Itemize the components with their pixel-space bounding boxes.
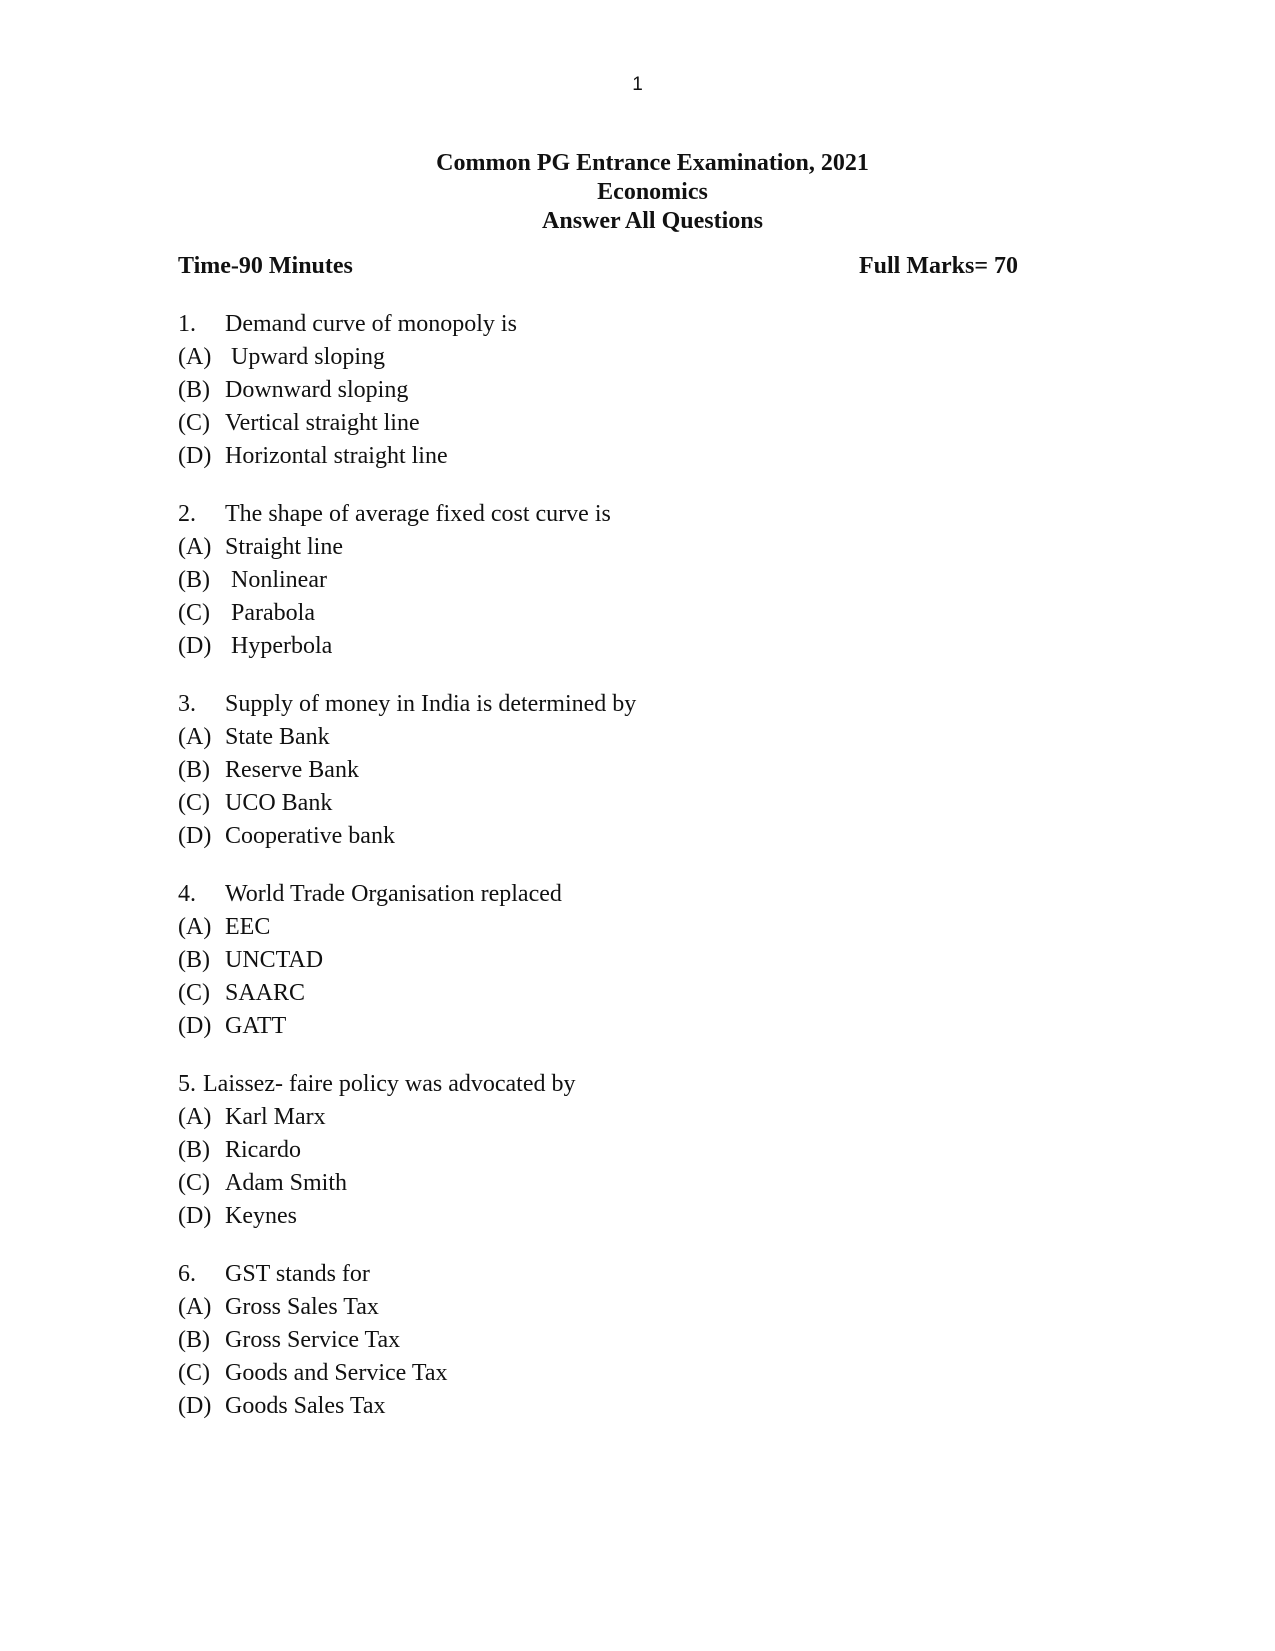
option-d xyxy=(178,820,1078,853)
time-limit: Time-90 Minutes xyxy=(178,253,353,279)
option-text: Reserve Bank xyxy=(225,757,359,783)
option-a xyxy=(178,341,1078,374)
option-text: Upward sloping xyxy=(225,344,385,370)
option-text: State Bank xyxy=(225,724,330,750)
exam-meta xyxy=(178,253,1018,280)
option-text: Adam Smith xyxy=(225,1170,348,1196)
option-d xyxy=(178,440,1078,473)
option-c xyxy=(178,597,1078,630)
option-letter: (D) xyxy=(178,1203,212,1229)
option-c xyxy=(178,977,1078,1010)
option-a xyxy=(178,911,1078,944)
option-letter: (C) xyxy=(178,410,210,436)
option-text: Karl Marx xyxy=(225,1104,326,1130)
option-text: Horizontal straight line xyxy=(225,443,448,469)
option-letter: (C) xyxy=(178,790,210,816)
option-letter: (B) xyxy=(178,377,210,403)
option-a xyxy=(178,1101,1078,1134)
question-4 xyxy=(178,878,1078,1043)
question-text: GST stands for xyxy=(225,1261,370,1287)
option-d xyxy=(178,1200,1078,1233)
option-a xyxy=(178,1291,1078,1324)
option-letter: (B) xyxy=(178,567,210,593)
option-c xyxy=(178,407,1078,440)
page-number: 1 xyxy=(632,74,643,95)
option-b xyxy=(178,374,1078,407)
option-letter: (A) xyxy=(178,1104,212,1130)
option-a xyxy=(178,721,1078,754)
option-text: Keynes xyxy=(225,1203,297,1229)
question-number: 6. xyxy=(178,1261,196,1287)
option-text: Straight line xyxy=(225,534,343,560)
option-letter: (C) xyxy=(178,1170,210,1196)
option-letter: (B) xyxy=(178,947,210,973)
question-text: Supply of money in India is determined by xyxy=(225,691,637,717)
option-letter: (C) xyxy=(178,600,210,626)
exam-subject: Economics xyxy=(597,179,708,205)
option-letter: (A) xyxy=(178,344,212,370)
option-letter: (C) xyxy=(178,980,210,1006)
option-letter: (A) xyxy=(178,914,212,940)
option-c xyxy=(178,1167,1078,1200)
option-letter: (D) xyxy=(178,1013,212,1039)
option-text: Vertical straight line xyxy=(225,410,420,436)
question-3 xyxy=(178,688,1078,853)
question-text: Laissez- faire policy was advocated by xyxy=(203,1071,576,1097)
option-text: Cooperative bank xyxy=(225,823,395,849)
option-letter: (A) xyxy=(178,1294,212,1320)
exam-title: Common PG Entrance Examination, 2021 xyxy=(436,150,869,176)
option-text: Gross Sales Tax xyxy=(225,1294,379,1320)
option-text: Goods and Service Tax xyxy=(225,1360,448,1386)
option-a xyxy=(178,531,1078,564)
question-2 xyxy=(178,498,1078,663)
option-text: UCO Bank xyxy=(225,790,333,816)
option-letter: (A) xyxy=(178,724,212,750)
question-text: The shape of average fixed cost curve is xyxy=(225,501,611,527)
question-text: Demand curve of monopoly is xyxy=(225,311,517,337)
question-number: 1. xyxy=(178,311,196,337)
option-text: SAARC xyxy=(225,980,306,1006)
option-text: UNCTAD xyxy=(225,947,324,973)
question-number: 5. xyxy=(178,1071,196,1097)
option-letter: (D) xyxy=(178,443,212,469)
option-b xyxy=(178,754,1078,787)
option-letter: (D) xyxy=(178,1393,212,1419)
question-number: 3. xyxy=(178,691,196,717)
option-b xyxy=(178,564,1078,597)
exam-header xyxy=(0,149,1275,236)
option-d xyxy=(178,630,1078,663)
option-letter: (B) xyxy=(178,1327,210,1353)
option-d xyxy=(178,1010,1078,1043)
exam-instruction: Answer All Questions xyxy=(542,208,763,234)
option-d xyxy=(178,1390,1078,1423)
option-letter: (A) xyxy=(178,534,212,560)
option-letter: (D) xyxy=(178,633,212,659)
full-marks: Full Marks= 70 xyxy=(858,253,1018,279)
option-c xyxy=(178,787,1078,820)
question-number: 2. xyxy=(178,501,196,527)
option-text: Gross Service Tax xyxy=(225,1327,401,1353)
option-letter: (C) xyxy=(178,1360,210,1386)
option-b xyxy=(178,1134,1078,1167)
question-list xyxy=(178,308,1078,1448)
option-letter: (B) xyxy=(178,757,210,783)
option-text: Nonlinear xyxy=(225,567,327,593)
option-text: Parabola xyxy=(225,600,315,626)
option-letter: (D) xyxy=(178,823,212,849)
option-b xyxy=(178,944,1078,977)
option-b xyxy=(178,1324,1078,1357)
option-text: Hyperbola xyxy=(225,633,333,659)
option-text: Downward sloping xyxy=(225,377,409,403)
option-c xyxy=(178,1357,1078,1390)
option-text: EEC xyxy=(225,914,271,940)
question-text: World Trade Organisation replaced xyxy=(225,881,562,907)
option-text: Goods Sales Tax xyxy=(225,1393,386,1419)
question-1 xyxy=(178,308,1078,473)
question-6 xyxy=(178,1258,1078,1423)
option-text: Ricardo xyxy=(225,1137,301,1163)
question-number: 4. xyxy=(178,881,196,907)
option-letter: (B) xyxy=(178,1137,210,1163)
option-text: GATT xyxy=(225,1013,287,1039)
question-5 xyxy=(178,1068,1078,1233)
